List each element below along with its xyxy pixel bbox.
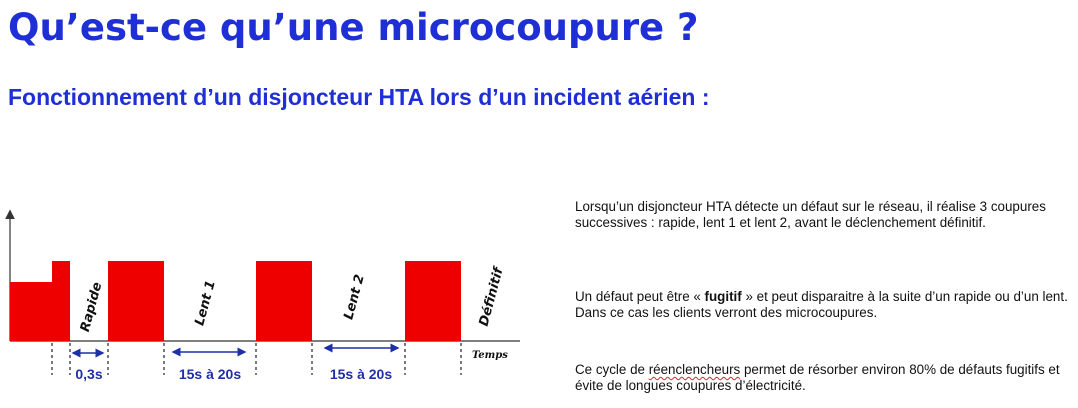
x-axis-label: Temps <box>472 350 508 361</box>
phase-label-rapide: Rapide <box>77 280 106 334</box>
description-paragraph-2 <box>575 289 1070 321</box>
phase-label-definitif: Définitif <box>476 266 507 328</box>
current-block-initial-step <box>52 261 70 341</box>
page-title: Qu’est-ce qu’une microcoupure ? <box>8 6 699 49</box>
current-block-after-lent-1 <box>256 261 312 341</box>
p3-text-before: Ce cycle de <box>575 362 649 377</box>
p2-text-before: Un défaut peut être « <box>575 289 705 304</box>
page-subtitle: Fonctionnement d’un disjoncteur HTA lors d’un incident aérien : <box>8 84 710 110</box>
fugitif-bold-term: fugitif <box>704 289 742 304</box>
time-markers <box>52 343 461 375</box>
reenclencheurs-term: réenclencheurs <box>648 362 741 377</box>
current-block-after-lent-2 <box>405 261 461 341</box>
duration-label-rapide: 0,3s <box>75 366 103 382</box>
duration-label-lent-1: 15s à 20s <box>178 366 242 382</box>
circuit-breaker-cycle-diagram <box>0 195 540 395</box>
phase-label-lent-1: Lent 1 <box>192 278 219 328</box>
phase-label-lent-2: Lent 2 <box>341 272 368 322</box>
current-block-initial <box>10 282 52 341</box>
p2-text-after: » et peut disparaitre à la suite d’un rapide ou d’un lent. Dans ce cas les clients verront des microcoupures. <box>575 289 1068 320</box>
description-paragraph-3 <box>575 362 1070 394</box>
current-block-after-rapide <box>108 261 164 341</box>
description-paragraph-1: Lorsqu’un disjoncteur HTA détecte un défaut sur le réseau, il réalise 3 coupures successives : rapide, lent 1 et lent 2, avant le déclenchement définitif. <box>575 199 1046 230</box>
p3-text-after: permet de résorber environ 80% de défauts fugitifs et évite de longues coupures d’électricité. <box>575 362 1060 393</box>
duration-label-lent-2: 15s à 20s <box>329 366 393 382</box>
